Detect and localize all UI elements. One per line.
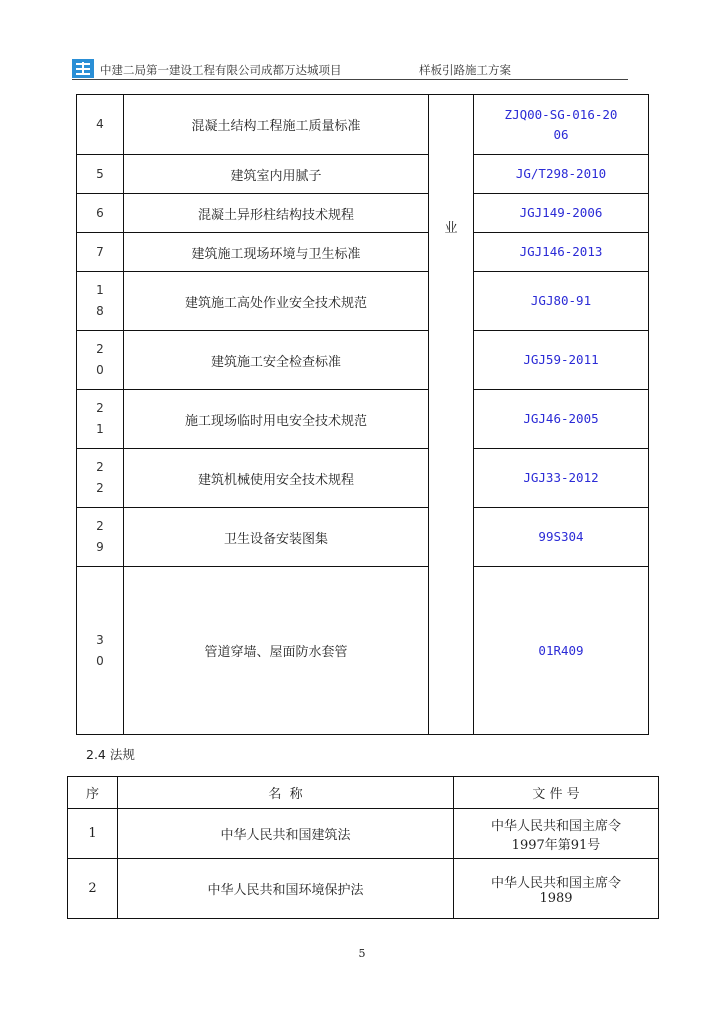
table-row xyxy=(77,95,649,155)
table-row xyxy=(77,331,649,390)
row-number: 30 xyxy=(77,567,124,735)
law-name: 中华人民共和国建筑法 xyxy=(118,809,454,859)
header-doc-no: 文 件 号 xyxy=(454,777,659,809)
table-row xyxy=(77,233,649,272)
standard-name: 建筑施工高处作业安全技术规范 xyxy=(124,272,429,331)
law-name: 中华人民共和国环境保护法 xyxy=(118,859,454,919)
standard-code: 01R409 xyxy=(474,567,649,735)
standard-name: 建筑施工安全检查标准 xyxy=(124,331,429,390)
company-logo-icon xyxy=(72,59,94,78)
row-number: 21 xyxy=(77,390,124,449)
category-label: 业 xyxy=(444,221,458,236)
row-number: 22 xyxy=(77,449,124,508)
law-num: 2 xyxy=(68,859,118,919)
table-row xyxy=(77,194,649,233)
table-row xyxy=(77,390,649,449)
standard-code: 99S304 xyxy=(474,508,649,567)
page-number: 5 xyxy=(358,947,366,960)
standard-code: JGJ149-2006 xyxy=(474,194,649,233)
standards-table-body xyxy=(77,95,649,735)
law-doc-line2: 1997年第91号 xyxy=(511,837,601,853)
law-doc-line2: 1989 xyxy=(539,890,573,906)
table-row xyxy=(77,508,649,567)
table-row xyxy=(77,272,649,331)
standard-name: 建筑室内用腻子 xyxy=(124,155,429,194)
standard-code: ZJQ00-SG-016-2006 xyxy=(474,95,649,155)
standard-name: 混凝土异形柱结构技术规程 xyxy=(124,194,429,233)
standard-name: 建筑机械使用安全技术规程 xyxy=(124,449,429,508)
row-number: 4 xyxy=(77,95,124,155)
table-row xyxy=(68,859,659,919)
row-number: 20 xyxy=(77,331,124,390)
row-number: 7 xyxy=(77,233,124,272)
table-row xyxy=(77,449,649,508)
table-row xyxy=(68,809,659,859)
header-doc-title: 样板引路施工方案 xyxy=(419,63,511,77)
table-row xyxy=(77,155,649,194)
header-rule xyxy=(72,79,628,80)
standard-name: 管道穿墙、屋面防水套管 xyxy=(124,567,429,735)
header-seq: 序 xyxy=(68,777,118,809)
row-number: 29 xyxy=(77,508,124,567)
standard-name: 混凝土结构工程施工质量标准 xyxy=(124,95,429,155)
standard-name: 施工现场临时用电安全技术规范 xyxy=(124,390,429,449)
standard-code: JGJ80-91 xyxy=(474,272,649,331)
table-row xyxy=(77,567,649,735)
laws-header-row xyxy=(68,777,659,809)
category-cell xyxy=(429,95,474,735)
header-company: 中建二局第一建设工程有限公司成都万达城项目 xyxy=(100,63,342,77)
row-number: 6 xyxy=(77,194,124,233)
row-number: 5 xyxy=(77,155,124,194)
standard-code: JG/T298-2010 xyxy=(474,155,649,194)
standard-code: JGJ146-2013 xyxy=(474,233,649,272)
law-doc-line1: 中华人民共和国主席令 xyxy=(490,818,621,834)
law-doc-line1: 中华人民共和国主席令 xyxy=(490,875,621,891)
laws-table xyxy=(67,776,659,919)
header-name: 名 称 xyxy=(118,777,454,809)
law-doc-no xyxy=(454,809,659,859)
section-title: 2.4 法规 xyxy=(86,747,135,762)
standards-table xyxy=(76,94,649,735)
standard-code: JGJ33-2012 xyxy=(474,449,649,508)
row-number: 18 xyxy=(77,272,124,331)
law-doc-no xyxy=(454,859,659,919)
standard-code: JGJ59-2011 xyxy=(474,331,649,390)
standard-code: JGJ46-2005 xyxy=(474,390,649,449)
standard-name: 建筑施工现场环境与卫生标准 xyxy=(124,233,429,272)
page-header xyxy=(72,55,628,80)
law-num: 1 xyxy=(68,809,118,859)
standard-name: 卫生设备安装图集 xyxy=(124,508,429,567)
